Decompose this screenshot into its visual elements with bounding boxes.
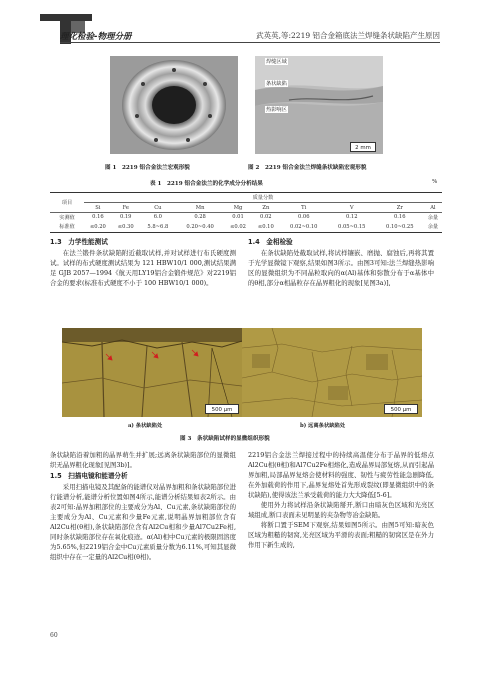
table-cell: 0.16 bbox=[393, 214, 406, 221]
left-column-bottom bbox=[50, 450, 236, 562]
header-rule bbox=[60, 42, 440, 43]
fig2-scale-bar: 2 mm bbox=[350, 142, 376, 152]
page-number: 60 bbox=[50, 632, 58, 639]
table-1-group-header: 质量分数 bbox=[84, 193, 442, 203]
table-1 bbox=[50, 192, 442, 233]
table-cell: 0.10~0.25 bbox=[386, 223, 414, 230]
row-label: 标准值 bbox=[59, 224, 75, 231]
figure-3-caption: 图 3 条状缺陷试样的显微组织形貌 bbox=[180, 436, 270, 442]
table-cell: 6.0 bbox=[153, 214, 162, 221]
table-cell: 余量 bbox=[427, 214, 439, 221]
table-cell: 5.8~6.8 bbox=[147, 223, 169, 230]
figure-1-photo bbox=[110, 56, 238, 154]
fig2-label-defect: 条状缺陷 bbox=[266, 81, 287, 87]
figure-1-caption: 图 1 2219 铝合金法兰宏观形貌 bbox=[105, 165, 190, 171]
table-1-col-header: Zr bbox=[396, 204, 403, 211]
page-header bbox=[0, 0, 480, 46]
table-1-col-header: V bbox=[349, 204, 354, 211]
fig3b-scale-bar: 500 μm bbox=[384, 404, 418, 414]
table-cell: 0.05~0.15 bbox=[338, 223, 366, 230]
table-cell: 余量 bbox=[427, 224, 439, 231]
section-title: 1.5 扫描电镜和能谱分析 bbox=[50, 472, 128, 481]
table-1-col-header: Zn bbox=[262, 204, 270, 211]
table-1-col-header: Mn bbox=[195, 204, 205, 211]
table-1-item-header: 项目 bbox=[50, 193, 84, 213]
table-1-col-header: Mg bbox=[233, 204, 243, 211]
table-1-caption: 表 1 2219 铝合金法兰的化学成分分析结果 bbox=[150, 181, 263, 187]
table-cell: 0.28 bbox=[194, 214, 206, 221]
paragraph: 条状缺陷沿着加粗的晶界萌生并扩展;远离条状缺陷部位的显微组织无晶界粗化现象[见图3b)]。 bbox=[50, 451, 236, 470]
paragraph: 使用外力将试样沿条状缺陷掰开,断口由暗灰色区域和光亮区域组成,断口表面未见明显的夹杂物等冶金缺陷。 bbox=[248, 501, 434, 520]
table-1-unit: % bbox=[432, 179, 438, 185]
table-cell: 0.02~0.10 bbox=[290, 223, 318, 230]
table-cell: 0.19 bbox=[119, 214, 132, 221]
right-column-bottom bbox=[248, 450, 434, 550]
table-cell: ≤0.02 bbox=[230, 223, 246, 230]
table-row bbox=[50, 212, 442, 222]
table-cell: ≤0.20 bbox=[89, 223, 106, 230]
row-label: 实测值 bbox=[59, 214, 75, 221]
paragraph: 在条状缺陷处截取试样,将试样镶嵌、磨抛、腐蚀后,再将其置于光学显微镜下观察,结果如图3所示。由图3可知:法兰焊缝热影响区的显微组织为不同晶粒取向的α(Al)基体和弥散分布于α基体中的θ相,部分α相晶粒存在晶界粗化的现象[见图3a)], bbox=[248, 249, 434, 288]
fig2-label-haz: 热影响区 bbox=[266, 107, 287, 113]
table-cell: 0.20~0.40 bbox=[186, 223, 214, 230]
fig2-label-weld: 焊缝区域 bbox=[266, 59, 287, 65]
section-title: 1.4 金相检验 bbox=[248, 238, 293, 246]
table-cell: ≤0.30 bbox=[117, 223, 134, 230]
paragraph: 采用扫描电镜及其配备的能谱仪对晶界加粗和条状缺陷部位进行能谱分析,能谱分析位置如图4所示,能谱分析结果如表2所示。由表2可知:晶界加粗部位的主要成分为Al、Cu元素,条状缺陷部位的主要成分为Al、Cu元素和少量Fe元素,说明晶界加粗部位含有Al2Cu相(θ相),条状缺陷部位含有Al2Cu相和少量Al7Cu2Fe相,同时条状缺陷部位存在氧化痕迹。α(Al)相中Cu元素的极限固溶度为5.65%,但2219铝合金中Cu元素质量分数为6.11%,可知其显微组织中存在一定量的Al2Cu相(θ相)。 bbox=[50, 483, 236, 562]
table-cell: ≤0.10 bbox=[257, 223, 274, 230]
table-1-col-header: Cu bbox=[154, 204, 162, 211]
table-cell: 0.16 bbox=[92, 214, 104, 221]
figure-2-photo bbox=[255, 56, 383, 154]
table-row bbox=[50, 222, 442, 232]
table-1-col-header: Si bbox=[95, 204, 101, 211]
figure-3b-label: b) 远离条状缺陷处 bbox=[300, 423, 346, 429]
section-1-3 bbox=[50, 236, 236, 288]
figure-2-caption: 图 2 2219 铝合金法兰焊缝条状缺陷宏观形貌 bbox=[248, 165, 367, 171]
section-1-4 bbox=[248, 236, 434, 288]
table-1-col-header: Ti bbox=[301, 204, 307, 211]
paragraph: 将断口置于SEM下观察,结果如图5所示。由图5可知:暗灰色区域为粗糙的韧窝,光亮区域为平滑的表面;粗糙的韧窝区是在外力作用下新生成的, bbox=[248, 521, 434, 550]
paragraph: 在法兰锻件条状缺陷附近截取试样,并对试样进行布氏硬度测试。试样的布式硬度测试结果为 121 HBW10/1 000,测试结果满足 GJB 2057—1994《航天用LY19铝合金锻件规范》对2219铝合金的要求(标准布式硬度不小于 100 HBW10/1 000)。 bbox=[50, 249, 236, 288]
journal-name: 理化检验-物理分册 bbox=[60, 32, 132, 42]
running-head: 武英英,等:2219 铝合金箱底法兰焊缝条状缺陷产生原因 bbox=[256, 31, 440, 40]
table-cell: 0.12 bbox=[345, 214, 358, 221]
figure-3a-label: a) 条状缺陷处 bbox=[128, 423, 163, 429]
section-title: 1.3 力学性能测试 bbox=[50, 238, 108, 246]
paragraph: 2219铝合金法兰焊接过程中的持续高温使分布于晶界的低熔点Al2Cu相(θ相)和Al7Cu2Fe相熔化,造成晶界局部复熔,从而引起晶界加粗,局部晶界复熔会使材料的强度、韧性与疲劳性能急剧降低,在外加载荷的作用下,晶界复熔处首先形成裂纹(即显微组织中的条状缺陷),使得该法兰承受载荷的能力大大降低[5-6]。 bbox=[248, 451, 434, 500]
table-cell: 0.06 bbox=[297, 214, 310, 221]
table-cell: 0.02 bbox=[260, 214, 272, 221]
table-1-col-header: Al bbox=[430, 204, 436, 211]
table-1-col-header: Fe bbox=[122, 204, 129, 211]
table-cell: 0.01 bbox=[232, 214, 244, 221]
fig3a-scale-bar: 500 μm bbox=[205, 404, 239, 414]
